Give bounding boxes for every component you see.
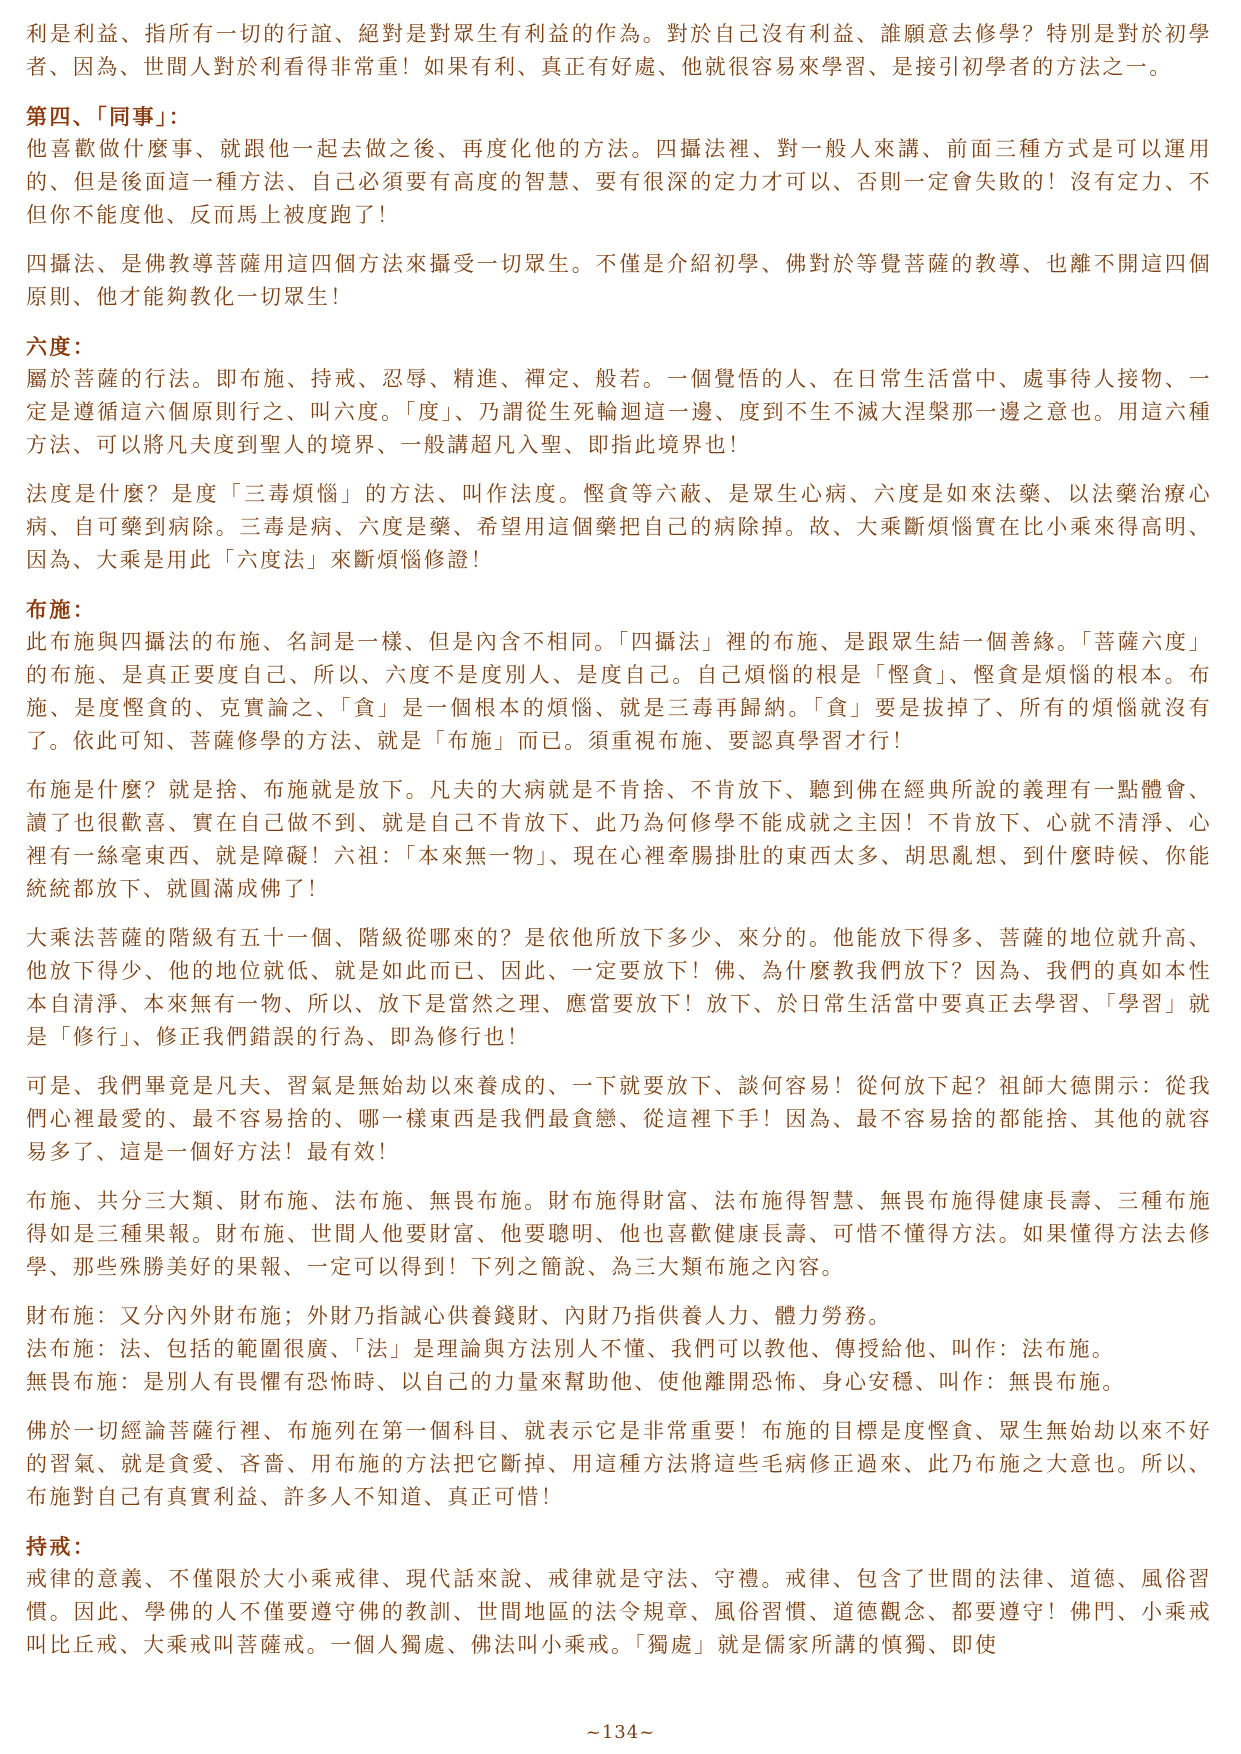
paragraph-liyi: 利是利益、指所有一切的行誼、絕對是對眾生有利益的作為。對於自己沒有利益、誰願意去修學？特別是對於初學者、因為、世間人對於利看得非常重！如果有利、真正有好處、他就很容易來學習、是接引初學者的方法之一。: [26, 22, 1212, 79]
paragraph-chijie: 戒律的意義、不僅限於大小乘戒律、現代話來說、戒律就是守法、守禮。戒律、包含了世間的法律、道德、風俗習慣。因此、學佛的人不僅要遵守佛的教訓、世間地區的法令規章、風俗習慣、道德觀念、都要遵守！佛門、小乘戒叫比丘戒、大乘戒叫菩薩戒。一個人獨處、佛法叫小乘戒。「獨處」就是儒家所講的慎獨、即使: [26, 1567, 1212, 1657]
heading-tongshi: 第四、「同事」：: [26, 104, 193, 129]
paragraph-tongshi: 他喜歡做什麼事、就跟他一起去做之後、再度化他的方法。四攝法裡、對一般人來講、前面三種方式是可以運用的、但是後面這一種方法、自己必須要有高度的智慧、要有很深的定力才可以、否則一定會失敗的！沒有定力、不但你不能度他、反而馬上被度跑了！: [26, 137, 1212, 227]
paragraph-bushi-mudi: 佛於一切經論菩薩行裡、布施列在第一個科目、就表示它是非常重要！布施的目標是度慳貪、眾生無始劫以來不好的習氣、就是貪愛、吝嗇、用布施的方法把它斷掉、用這種方法將這些毛病修正過來、此乃布施之大意也。所以、布施對自己有真實利益、許多人不知道、真正可惜！: [26, 1419, 1212, 1509]
heading-bushi: 布施：: [26, 597, 97, 622]
page-body: [26, 18, 1212, 1662]
paragraph-wuwei-bushi: 無畏布施：是別人有畏懼有恐怖時、以自己的力量來幫助他、使他離開恐怖、身心安穩、叫作：無畏布施。: [26, 1370, 1126, 1394]
paragraph-bushi-jieji: 大乘法菩薩的階級有五十一個、階級從哪來的？是依他所放下多少、來分的。他能放下得多、菩薩的地位就升高、他放下得少、他的地位就低、就是如此而已、因此、一定要放下！佛、為什麼教我們放下？因為、我們的真如本性本自清淨、本來無有一物、所以、放下是當然之理、應當要放下！放下、於日常生活當中要真正去學習、「學習」就是「修行」、修正我們錯誤的行為、即為修行也！: [26, 926, 1212, 1049]
paragraph-bushi-sanlei: 布施、共分三大類、財布施、法布施、無畏布施。財布施得財富、法布施得智慧、無畏布施得健康長壽、三種布施得如是三種果報。財布施、世間人他要財富、他要聰明、他也喜歡健康長壽、可惜不懂得方法。如果懂得方法去修學、那些殊勝美好的果報、一定可以得到！下列之簡說、為三大類布施之內容。: [26, 1189, 1212, 1279]
paragraph-bushi-fanfu: 可是、我們畢竟是凡夫、習氣是無始劫以來養成的、一下就要放下、談何容易！從何放下起？祖師大德開示：從我們心裡最愛的、最不容易捨的、哪一樣東西是我們最貪戀、從這裡下手！因為、最不容易捨的都能捨、其他的就容易多了、這是一個好方法！最有效！: [26, 1074, 1212, 1164]
paragraph-bushi-intro: 此布施與四攝法的布施、名詞是一樣、但是內含不相同。「四攝法」裡的布施、是跟眾生結一個善緣。「菩薩六度」的布施、是真正要度自己、所以、六度不是度別人、是度自己。自己煩惱的根是「慳貪」、慳貪是煩惱的根本。布施、是度慳貪的、克實論之、「貪」是一個根本的煩惱、就是三毒再歸納。「貪」要是拔掉了、所有的煩惱就沒有了。依此可知、菩薩修學的方法、就是「布施」而已。須重視布施、要認真學習才行！: [26, 630, 1212, 753]
page-number: ~134~: [585, 1722, 656, 1743]
paragraph-fa-bushi: 法布施：法、包括的範圍很廣、「法」是理論與方法別人不懂、我們可以教他、傳授給他、叫作：法布施。: [26, 1337, 1116, 1361]
heading-liudu: 六度：: [26, 334, 97, 359]
paragraph-fadu: 法度是什麼？是度「三毒煩惱」的方法、叫作法度。慳貪等六蔽、是眾生心病、六度是如來法藥、以法藥治療心病、自可藥到病除。三毒是病、六度是藥、希望用這個藥把自己的病除掉。故、大乘斷煩惱實在比小乘來得高明、因為、大乘是用此「六度法」來斷煩惱修證！: [26, 482, 1212, 572]
heading-chijie: 持戒：: [26, 1534, 97, 1559]
paragraph-liudu: 屬於菩薩的行法。即布施、持戒、忍辱、精進、禪定、般若。一個覺悟的人、在日常生活當中、處事待人接物、一定是遵循這六個原則行之、叫六度。「度」、乃謂從生死輪迴這一邊、度到不生不滅大涅槃那一邊之意也。用這六種方法、可以將凡夫度到聖人的境界、一般講超凡入聖、即指此境界也！: [26, 367, 1212, 457]
paragraph-sishefa: 四攝法、是佛教導菩薩用這四個方法來攝受一切眾生。不僅是介紹初學、佛對於等覺菩薩的教導、也離不開這四個原則、他才能夠教化一切眾生！: [26, 252, 1212, 309]
paragraph-bushi-fangxia: 布施是什麼？就是捨、布施就是放下。凡夫的大病就是不肯捨、不肯放下、聽到佛在經典所說的義理有一點體會、讀了也很歡喜、實在自己做不到、就是自己不肯放下、此乃為何修學不能成就之主因！不肯放下、心就不清淨、心裡有一絲毫東西、就是障礙！六祖：「本來無一物」、現在心裡牽腸掛肚的東西太多、胡思亂想、到什麼時候、你能統統都放下、就圓滿成佛了！: [26, 778, 1212, 901]
paragraph-cai-bushi: 財布施：又分內外財布施；外財乃指誠心供養錢財、內財乃指供養人力、體力勞務。: [26, 1304, 892, 1328]
